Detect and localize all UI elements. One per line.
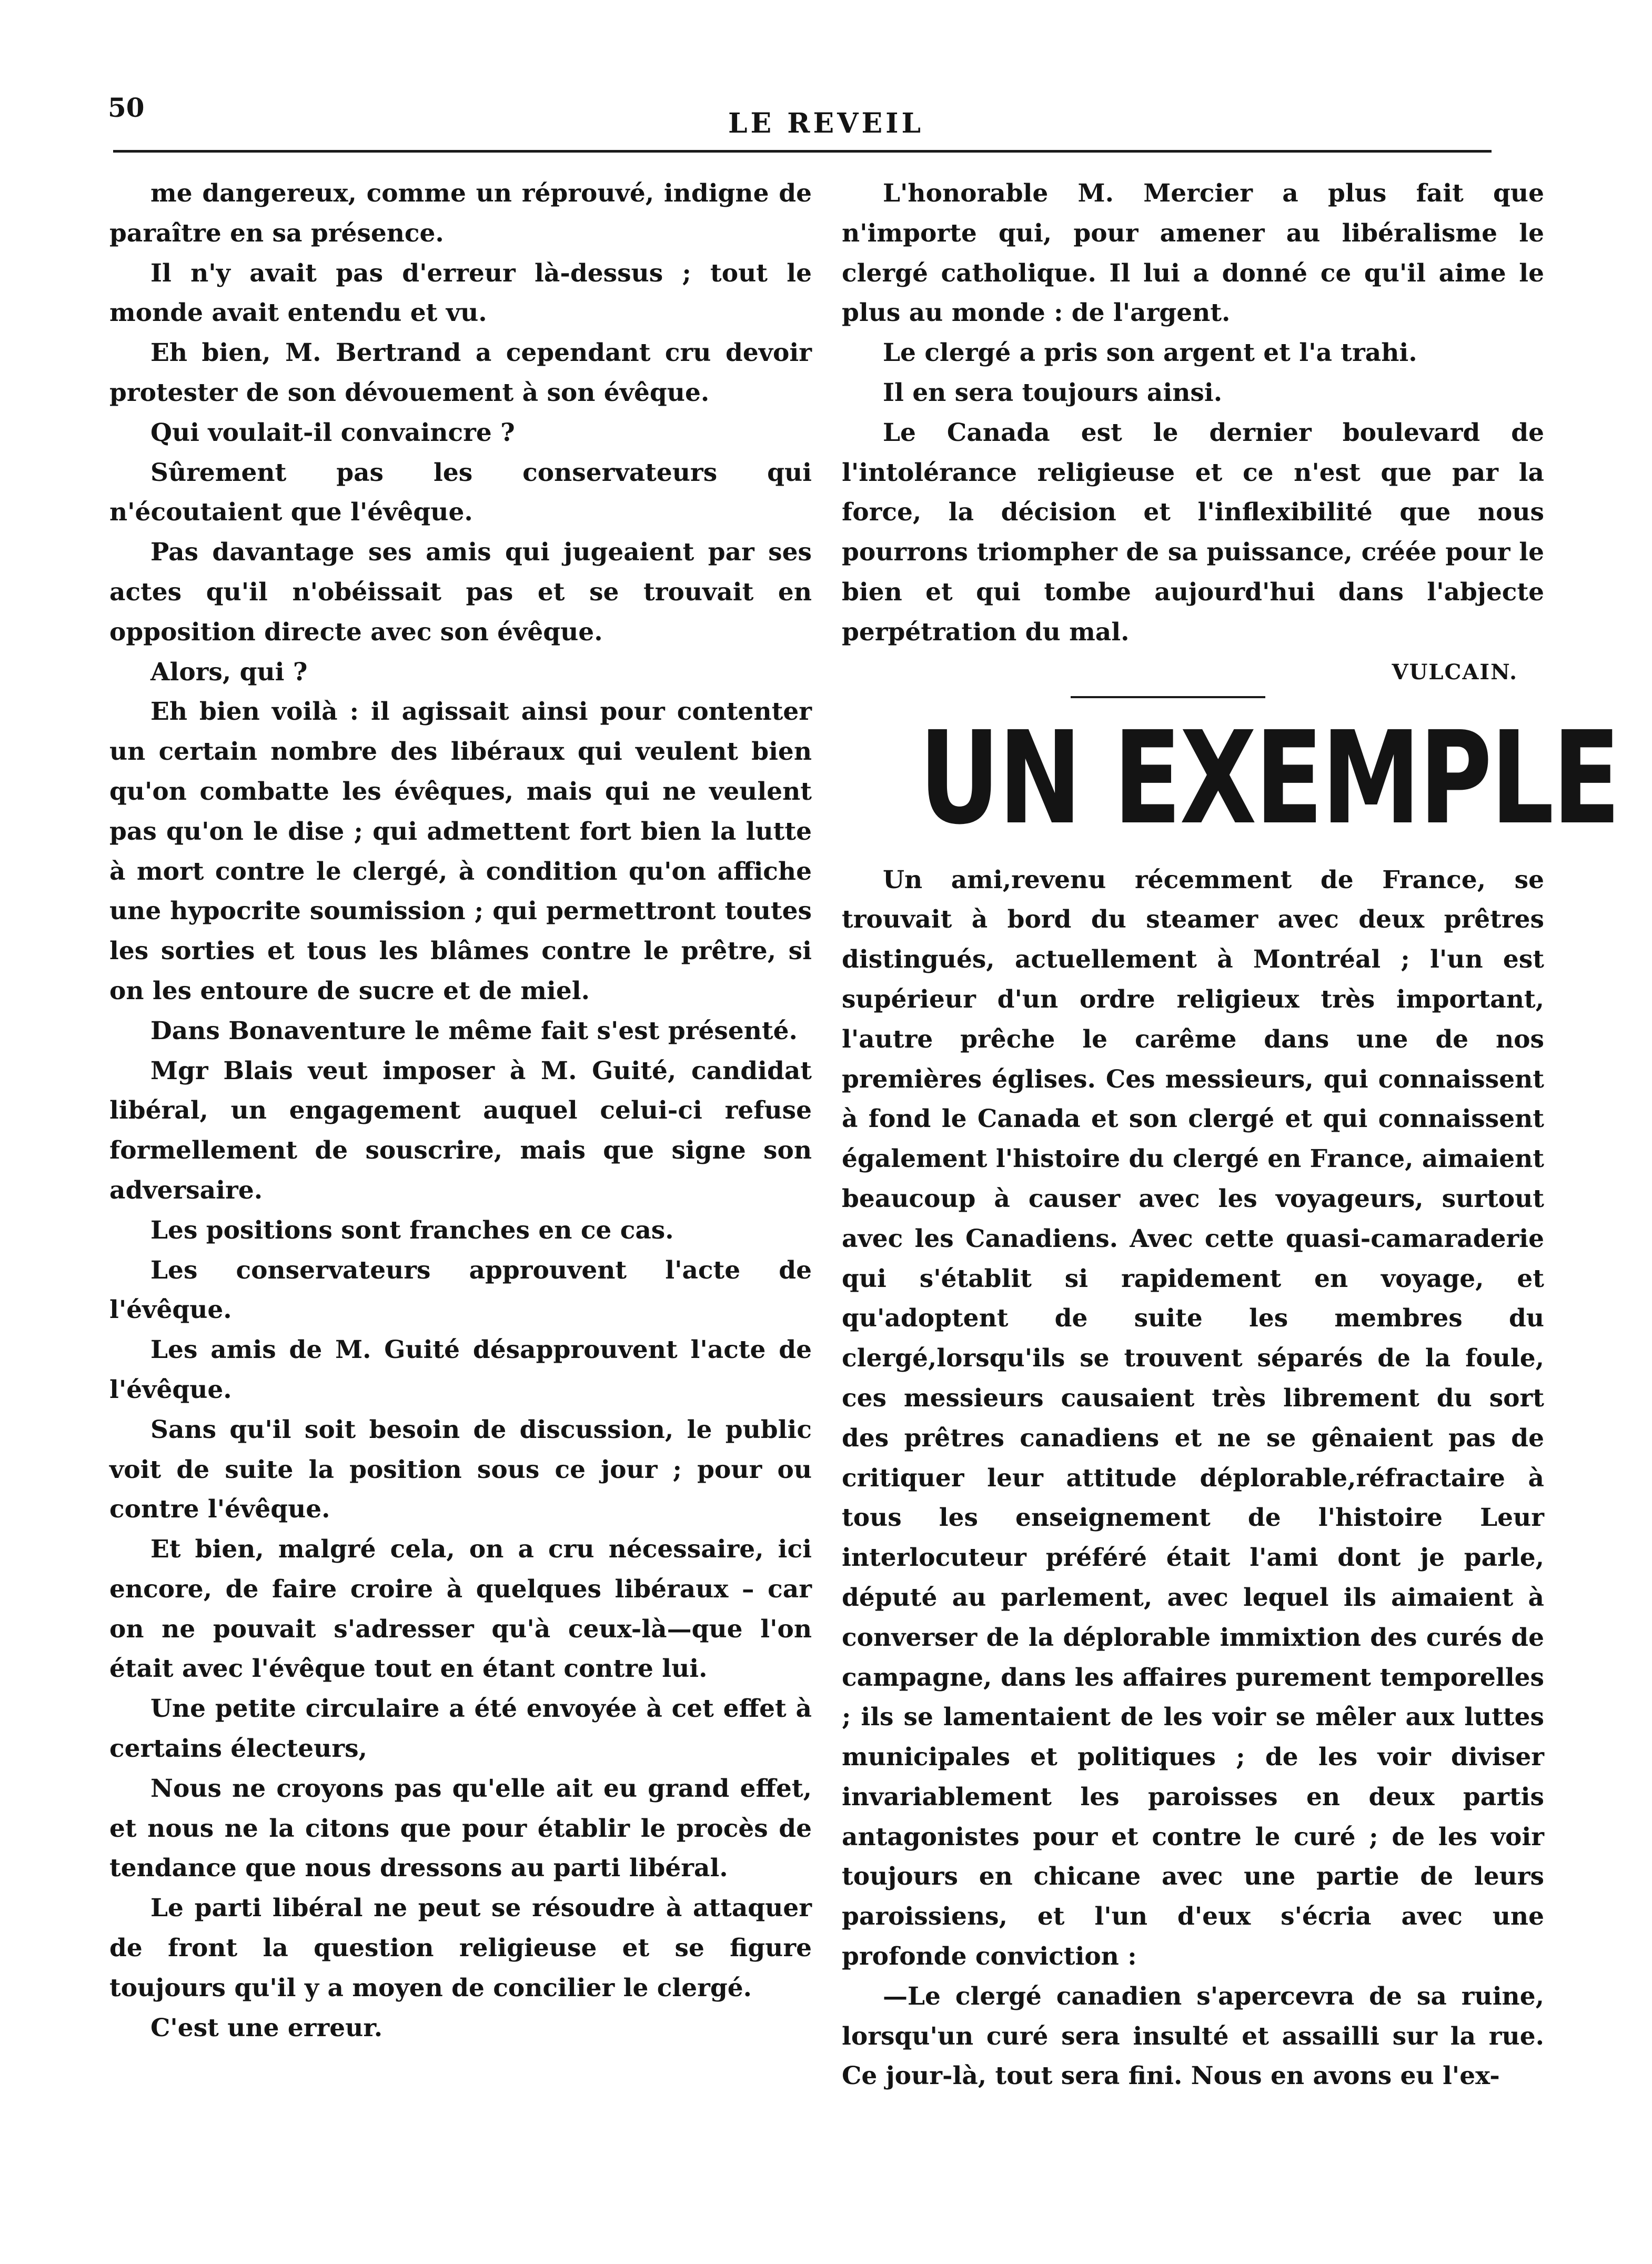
paragraph: Sûrement pas les conservateurs qui n'écoutaient que l'évêque. bbox=[109, 458, 812, 527]
paragraph: Eh bien, M. Bertrand a cependant cru devoir protester de son dévouement à son évêque. bbox=[109, 338, 812, 407]
paragraph: Mgr Blais veut imposer à M. Guité, candidat libéral, un engagement auquel celui-ci refuse formellement de souscrire, mais que signe son adversaire. bbox=[109, 1056, 812, 1205]
article-headline: UN EXEMPLE bbox=[919, 703, 1619, 853]
newspaper-title: LE REVEIL bbox=[728, 107, 924, 139]
paragraph: —Le clergé canadien s'apercevra de sa ruine, lorsqu'un curé sera insulté et assailli sur la rue. Ce jour-là, tout sera fini. Nous en avons eu l'ex- bbox=[842, 1981, 1544, 2091]
section-divider bbox=[1071, 696, 1265, 698]
paragraph: Les conservateurs approuvent l'acte de l'évêque. bbox=[109, 1255, 812, 1325]
paragraph: Dans Bonaventure le même fait s'est présenté. bbox=[150, 1016, 798, 1045]
paragraph: Nous ne croyons pas qu'elle ait eu grand effet, et nous ne la citons que pour établir le procès de tendance que nous dressons au parti libéral. bbox=[109, 1774, 812, 1883]
paragraph: Pas davantage ses amis qui jugeaient par ses actes qu'il n'obéissait pas et se trouvait en opposition directe avec son évêque. bbox=[109, 538, 812, 647]
paragraph: Les positions sont franches en ce cas. bbox=[150, 1215, 674, 1245]
paragraph: Le parti libéral ne peut se résoudre à attaquer de front la question religieuse et se figure toujours qu'il y a moyen de concilier le clergé. bbox=[109, 1894, 812, 2003]
header-rule bbox=[113, 150, 1492, 153]
page-number: 50 bbox=[108, 92, 145, 123]
paragraph: Il n'y avait pas d'erreur là-dessus ; tout le monde avait entendu et vu. bbox=[109, 258, 812, 328]
paragraph: Alors, qui ? bbox=[150, 657, 308, 687]
paragraph: Le clergé a pris son argent et l'a trahi. bbox=[883, 338, 1417, 368]
paragraph: C'est une erreur. bbox=[150, 2013, 383, 2042]
paragraph: L'honorable M. Mercier a plus fait que n'importe qui, pour amener au libéralisme le clergé catholique. Il lui a donné ce qu'il aime le plus au monde : de l'argent. bbox=[842, 179, 1544, 328]
paragraph: Qui voulait-il convaincre ? bbox=[150, 418, 515, 447]
paragraph: Et bien, malgré cela, on a cru nécessaire, ici encore, de faire croire à quelques libéraux – car on ne pouvait s'adresser qu'à ceux-là—que l'on était avec l'évêque tout en étant contre lui. bbox=[109, 1535, 812, 1684]
paragraph: Sans qu'il soit besoin de discussion, le public voit de suite la position sous ce jour ; pour ou contre l'évêque. bbox=[109, 1415, 812, 1524]
paragraph: me dangereux, comme un réprouvé, indigne de paraître en sa présence. bbox=[109, 179, 812, 248]
author-signature: VULCAIN. bbox=[1392, 659, 1518, 685]
paragraph: Il en sera toujours ainsi. bbox=[883, 378, 1223, 407]
left-column bbox=[109, 174, 812, 2048]
paragraph: Eh bien voilà : il agissait ainsi pour contenter un certain nombre des libéraux qui veulent bien qu'on combatte les évêques, mais qui ne veulent pas qu'on le dise ; qui admettent fort bien la lutte à mort contre le clergé, à condition qu'on affiche une hypocrite soumission ; qui permettront toutes les sorties et tous les blâmes contre le prêtre, si on les entoure de sucre et de miel. bbox=[109, 697, 812, 1005]
paragraph: Une petite circulaire a été envoyée à cet effet à certains électeurs, bbox=[109, 1694, 812, 1764]
right-column bbox=[842, 174, 1619, 2096]
paragraph: Un ami,revenu récemment de France, se trouvait à bord du steamer avec deux prêtres distingués, actuellement à Montréal ; l'un est supérieur d'un ordre religieux très important, l'autre prêche le carême dans une de nos premières églises. Ces messieurs, qui connaissent à fond le Canada et son clergé et qui connaissent également l'histoire du clergé en France, aimaient beaucoup à causer avec les voyageurs, surtout avec les Canadiens. Avec cette quasi-camaraderie qui s'établit si rapidement en voyage, et qu'adoptent de suite les membres du clergé,lorsqu'ils se trouvent séparés de la foule, ces messieurs causaient très librement du sort des prêtres canadiens et ne se gênaient pas de critiquer leur attitude déplorable,réfractaire à tous les enseignement de l'histoire Leur interlocuteur préféré était l'ami dont je parle, député au parlement, avec lequel ils aimaient à converser de la déplorable immixtion des curés de campagne, dans les affaires purement temporelles ; ils se lamentaient de les voir se mêler aux luttes municipales et politiques ; de les voir diviser invariablement les paroisses en deux partis antagonistes pour et contre le curé ; de les voir toujours en chicane avec une partie de leurs paroissiens, et l'un d'eux s'écria avec une profonde conviction : bbox=[842, 865, 1544, 1971]
paragraph: Le Canada est le dernier boulevard de l'intolérance religieuse et ce n'est que par la force, la décision et l'inflexibilité que nous pourrons triompher de sa puissance, créée pour le bien et qui tombe aujourd'hui dans l'abjecte perpétration du mal. bbox=[842, 418, 1544, 647]
paragraph: Les amis de M. Guité désapprouvent l'acte de l'évêque. bbox=[109, 1335, 812, 1404]
